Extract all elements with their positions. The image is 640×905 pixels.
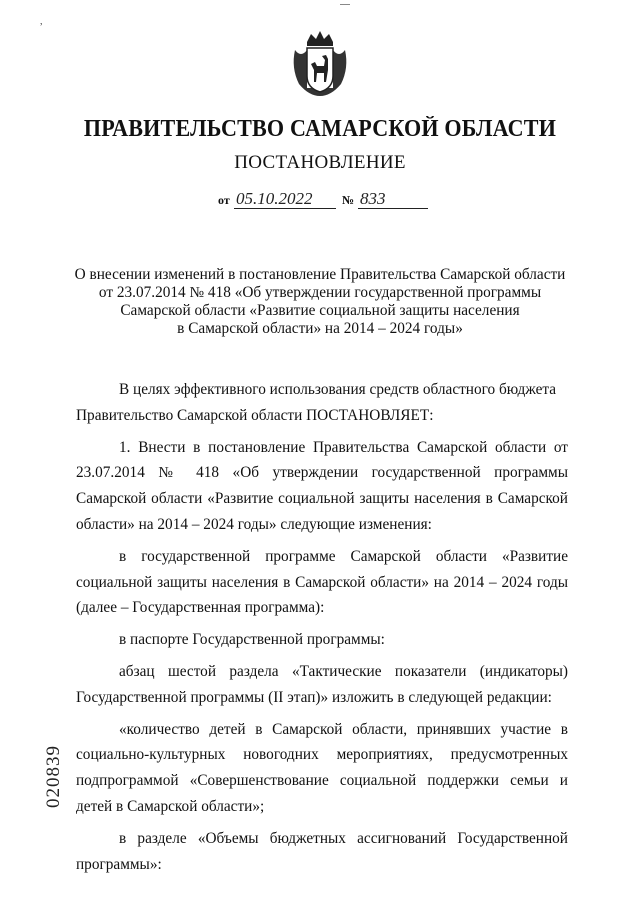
- margin-number: 020839: [43, 745, 64, 808]
- document-subject: [70, 266, 570, 338]
- date-number-line: [218, 187, 438, 213]
- scan-mark: ,: [40, 16, 43, 27]
- paragraph: В целях эффективного использования средств областного бюджета: [119, 381, 557, 398]
- paragraph: в государственной программе Самарской области «Развитие социальной защиты населения в Самарской области» на 2014 – 2024 годы (далее – Государственная программа):: [76, 547, 568, 617]
- organization-title: ПРАВИТЕЛЬСТВО САМАРСКОЙ ОБЛАСТИ: [83, 116, 557, 142]
- paragraph: абзац шестой раздела «Тактические показатели (индикаторы) Государственной программы (II этап)» изложить в следующей редакции:: [76, 662, 568, 706]
- scan-mark: [340, 4, 350, 5]
- coat-of-arms-icon: [289, 28, 351, 98]
- subject-line: О внесении изменений в постановление Правительства Самарской области: [74, 266, 566, 283]
- paragraph: в паспорте Государственной программы:: [119, 631, 385, 649]
- date-value: 05.10.2022: [234, 190, 336, 209]
- document-type: ПОСТАНОВЛЕНИЕ: [234, 152, 406, 173]
- subject-line: от 23.07.2014 № 418 «Об утверждении государственной программы: [98, 284, 542, 301]
- paragraph: в разделе «Объемы бюджетных ассигнований Государственной программы»:: [76, 829, 568, 873]
- number-prefix: №: [342, 193, 355, 207]
- number-value: 833: [358, 190, 428, 209]
- paragraph: 1. Внести в постановление Правительства Самарской области от 23.07.2014 № 418 «Об утверждении государственной программы Самарской области «Развитие социальной защиты населения в Самарской области» на 2014 – 2024 годы» следующие изменения:: [76, 438, 568, 533]
- date-prefix: от: [218, 193, 230, 207]
- subject-line: в Самарской области» на 2014 – 2024 годы»: [177, 320, 463, 337]
- paragraph: Правительство Самарской области ПОСТАНОВЛЯЕТ:: [76, 406, 434, 424]
- document-body: [76, 377, 568, 883]
- paragraph: «количество детей в Самарской области, принявших участие в социально-культурных новогодних мероприятиях, предусмотренных подпрограммой «Совершенствование социальной поддержки семьи и детей в Самарской области»;: [76, 720, 568, 815]
- subject-line: Самарской области «Развитие социальной защиты населения: [120, 302, 520, 319]
